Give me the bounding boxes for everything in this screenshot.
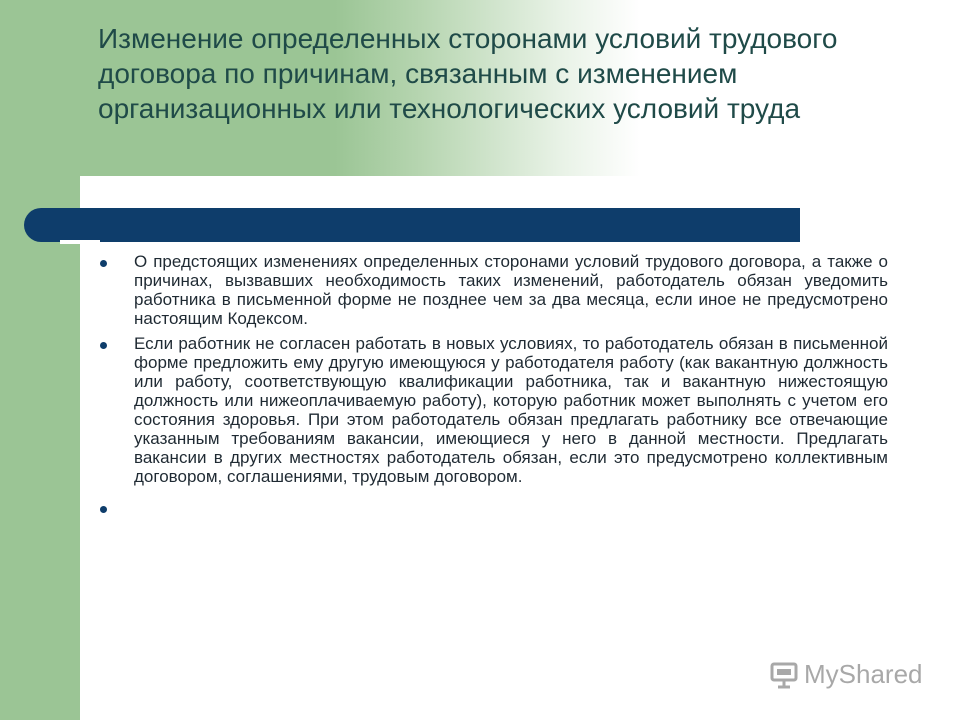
watermark	[768, 656, 923, 692]
bullet-item	[98, 334, 888, 486]
slide-title: Изменение определенных сторонами условий трудового договора по причинам, связанным с изменением организационных или технологических условий труда	[98, 23, 838, 124]
bullet-text: О предстоящих изменениях определенных сторонами условий трудового договора, а также о причинах, вызвавших необходимость таких изменений, работодатель обязан уведомить работника в письменной форме не позднее чем за два месяца, если иное не предусмотрено настоящим Кодексом.	[134, 252, 888, 328]
divider-notch	[60, 240, 100, 244]
bullet-item	[98, 252, 888, 328]
bullet-list	[98, 252, 888, 523]
bullet-text: Если работник не согласен работать в новых условиях, то работодатель обязан в письменной форме предложить ему другую имеющуюся у работодателя работу (как вакантную должность или работу, соответствующую квалификации работника, так и вакантную нижестоящую должность или нижеоплачиваемую работу), которую работник может выполнять с учетом его состояния здоровья. При этом работодатель обязан предлагать работнику все отвечающие указанным требованиям вакансии, имеющиеся у него в данной местности. Предлагать вакансии в других местностях работодатель обязан, если это предусмотрено коллективным договором, соглашениями, трудовым договором.	[134, 334, 888, 486]
bullet-dot-icon	[100, 260, 107, 267]
presentation-board-icon	[768, 658, 800, 690]
bullet-dot-icon	[100, 342, 107, 349]
title-divider-bar	[24, 208, 800, 242]
watermark-text: MyShared	[804, 658, 923, 689]
bullet-dot-icon	[100, 506, 107, 513]
bullet-item-empty	[98, 498, 888, 517]
